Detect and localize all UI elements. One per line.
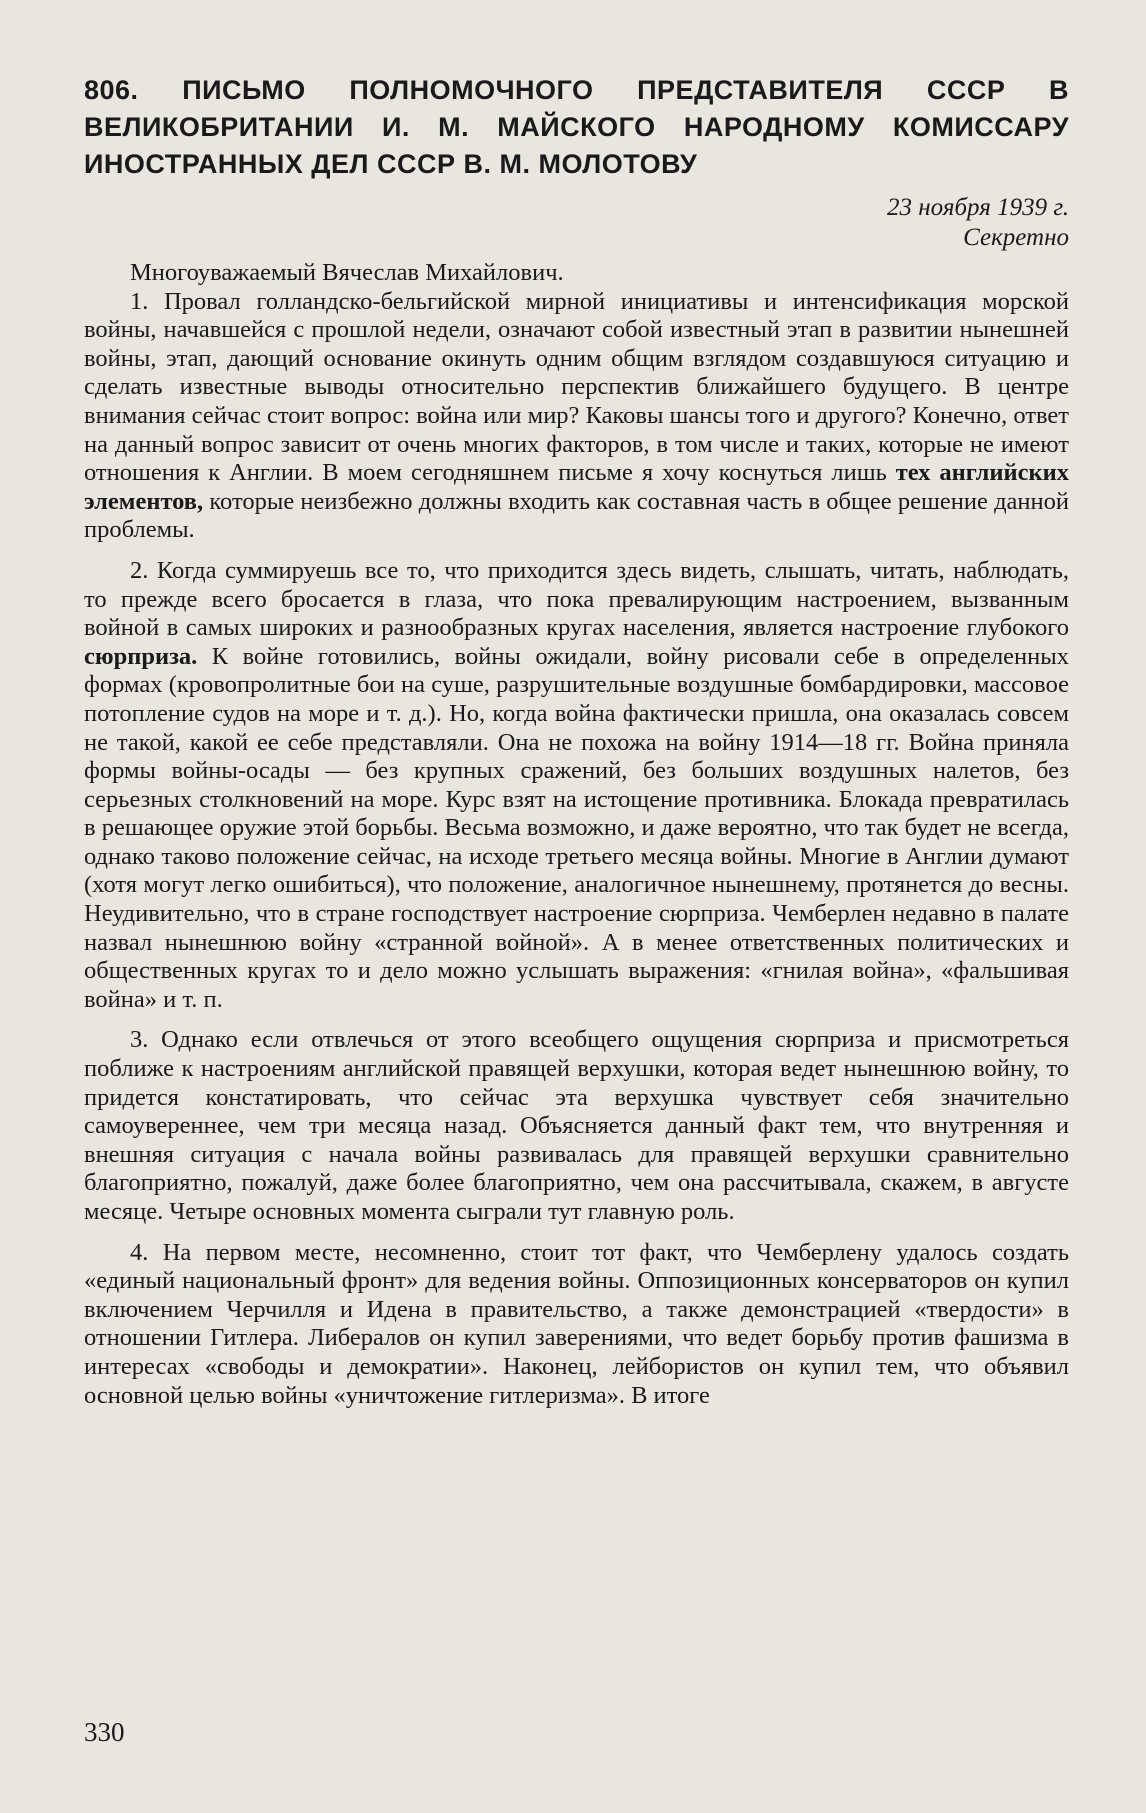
document-date: 23 ноября 1939 г. [887, 194, 1069, 221]
paragraph-2-text-a: 2. Когда суммируешь все то, что приходится здесь видеть, слышать, читать, наблюдать, то прежде всего бросается в глаза, что пока превалирующим настроением, вызванным войной в самых широких и разнообразных кругах населения, является настроение глубокого [84, 556, 1069, 642]
paragraph-2 [84, 557, 1069, 1015]
document-title: 806. ПИСЬМО ПОЛНОМОЧНОГО ПРЕДСТАВИТЕЛЯ СССР В ВЕЛИКОБРИТАНИИ И. М. МАЙСКОГО НАРОДНОМУ КОМИССАРУ ИНОСТРАННЫХ ДЕЛ СССР В. М. МОЛОТОВУ [84, 75, 1069, 179]
classification-label: Секретно [963, 224, 1069, 251]
paragraph-2-emphasis: сюрприза. [84, 642, 198, 670]
document-page [84, 72, 1069, 1410]
paragraph-4: 4. На первом месте, несомненно, стоит тот факт, что Чемберлену удалось создать «единый национальный фронт» для ведения войны. Оппозиционных консерваторов он купил включением Черчилля и Идена в правительство, а также демонстрацией «твердости» в отношении Гитлера. Либералов он купил заверениями, что ведет борьбу против фашизма в интересах «свободы и демократии». Наконец, лейбористов он купил тем, что объявил основной целью войны «уничтожение гитлеризма». В итоге [84, 1238, 1069, 1409]
paragraph-1-emphasis: тех английских элементов, [84, 459, 1069, 515]
paragraph-1 [84, 288, 1069, 545]
page-number: 330 [84, 1717, 125, 1747]
paragraph-3: 3. Однако если отвлечься от этого всеобщего ощущения сюрприза и присмотреться поближе к настроениям английской правящей верхушки, которая ведет нынешнюю войну, то придется констатировать, что сейчас эта верхушка чувствует себя значительно самоувереннее, чем три месяца назад. Объясняется данный факт тем, что внутренняя и внешняя ситуация с начала войны развивалась для правящей верхушки сравнительно благоприятно, пожалуй, даже более благоприятно, чем она рассчитывала, скажем, в августе месяце. Четыре основных момента сыграли тут главную роль. [84, 1026, 1069, 1225]
paragraph-1-text-a: 1. Провал голландско-бельгийской мирной инициативы и интенсификация морской войны, начавшейся с прошлой недели, означают собой известный этап в развитии нынешней войны, этап, дающий основание окинуть одним общим взглядом создавшуюся ситуацию и сделать известные выводы относительно перспектив ближайшего будущего. В центре внимания сейчас стоит вопрос: война или мир? Каковы шансы того и другого? Конечно, ответ на данный вопрос зависит от очень многих факторов, в том числе и таких, которые не имеют отношения к Англии. В моем сегодняшнем письме я хочу коснуться лишь [84, 287, 1069, 487]
paragraph-2-text-b: К войне готовились, войны ожидали, войну рисовали себе в определенных формах (кровопролитные бои на суше, разрушительные воздушные бомбардировки, массовое потопление судов на море и т. д.). Но, когда война фактически пришла, она оказалась совсем не такой, какой ее себе представляли. Она не похожа на войну 1914—18 гг. Война приняла формы войны-осады — без крупных сражений, без больших воздушных налетов, без серьезных столкновений на море. Курс взят на истощение противника. Блокада превратилась в решающее оружие этой борьбы. Весьма возможно, и даже вероятно, что так будет не всегда, однако таково положение сейчас, на исходе третьего месяца войны. Многие в Англии думают (хотя могут легко ошибиться), что положение, аналогичное нынешнему, протянется до весны. Неудивительно, что в стране господствует настроение сюрприза. Чемберлен недавно в палате назвал нынешнюю войну «странной войной». А в менее ответственных политических и общественных кругах то и дело можно услышать выражения: «гнилая война», «фальшивая война» и т. п. [84, 642, 1069, 1013]
paragraph-1-text-b: которые неизбежно должны входить как составная часть в общее решение данной проблемы. [84, 487, 1069, 544]
salutation: Многоуважаемый Вячеслав Михайлович. [130, 259, 564, 286]
